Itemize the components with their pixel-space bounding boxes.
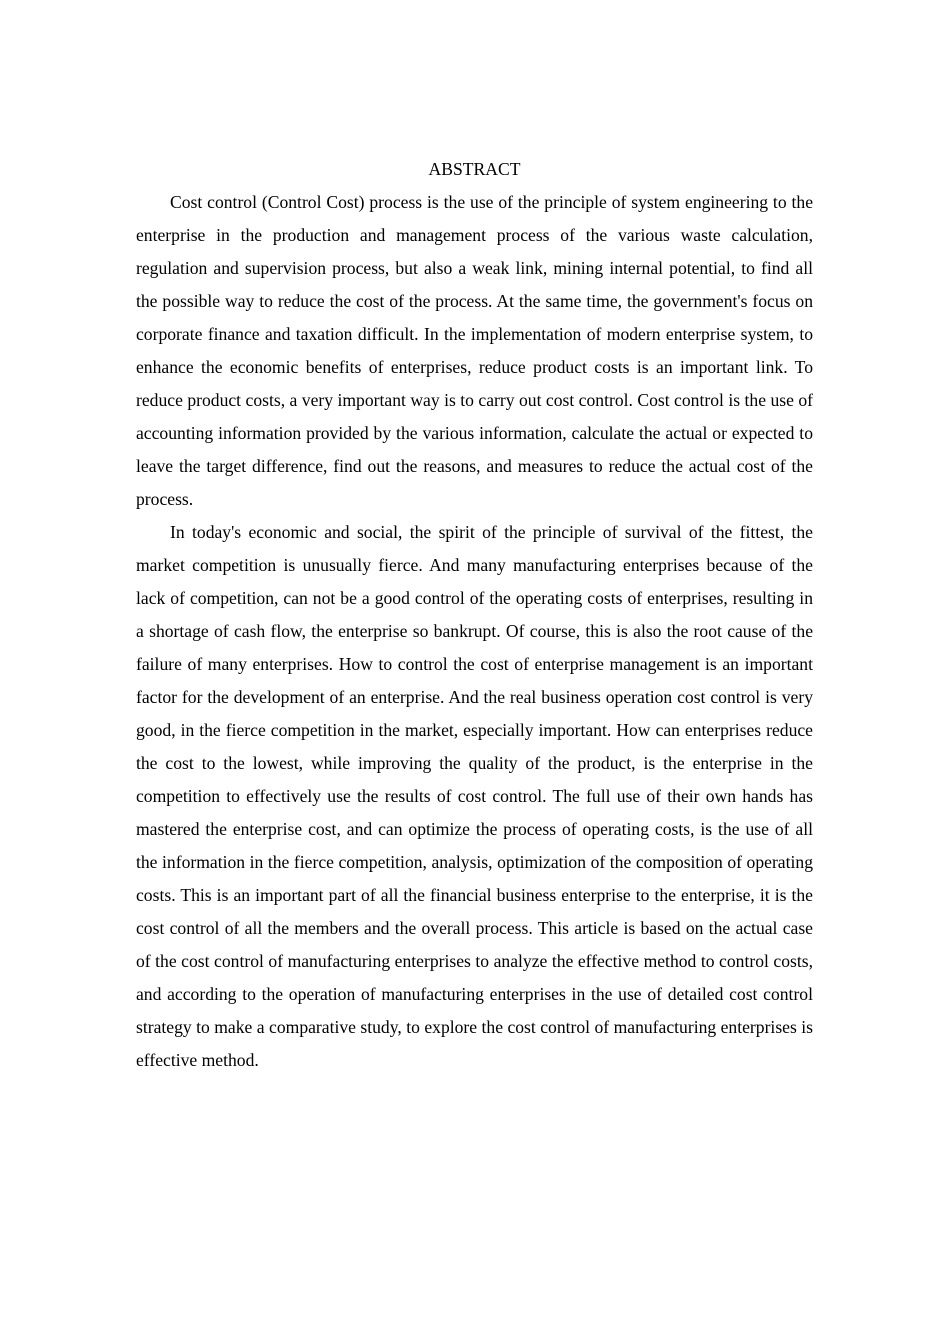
abstract-section: [136, 153, 813, 1077]
abstract-paragraph-2: In today's economic and social, the spirit of the principle of survival of the fittest, the market competition is unusually fierce. And many manufacturing enterprises because of the lack of competition, can not be a good control of the operating costs of enterprises, resulting in a shortage of cash flow, the enterprise so bankrupt. Of course, this is also the root cause of the failure of many enterprises. How to control the cost of enterprise management is an important factor for the development of an enterprise. And the real business operation cost control is very good, in the fierce competition in the market, especially important. How can enterprises reduce the cost to the lowest, while improving the quality of the product, is the enterprise in the competition to effectively use the results of cost control. The full use of their own hands has mastered the enterprise cost, and can optimize the process of operating costs, is the use of all the information in the fierce competition, analysis, optimization of the composition of operating costs. This is an important part of all the financial business enterprise to the enterprise, it is the cost control of all the members and the overall process. This article is based on the actual case of the cost control of manufacturing enterprises to analyze the effective method to control costs, and according to the operation of manufacturing enterprises in the use of detailed cost control strategy to make a comparative study, to explore the cost control of manufacturing enterprises is effective method.: [136, 522, 813, 1070]
abstract-paragraph-1: Cost control (Control Cost) process is the use of the principle of system engineering to the enterprise in the production and management process of the various waste calculation, regulation and supervision process, but also a weak link, mining internal potential, to find all the possible way to reduce the cost of the process. At the same time, the government's focus on corporate finance and taxation difficult. In the implementation of modern enterprise system, to enhance the economic benefits of enterprises, reduce product costs is an important link. To reduce product costs, a very important way is to carry out cost control. Cost control is the use of accounting information provided by the various information, calculate the actual or expected to leave the target difference, find out the reasons, and measures to reduce the actual cost of the process.: [136, 192, 813, 509]
abstract-title: ABSTRACT: [428, 159, 521, 179]
